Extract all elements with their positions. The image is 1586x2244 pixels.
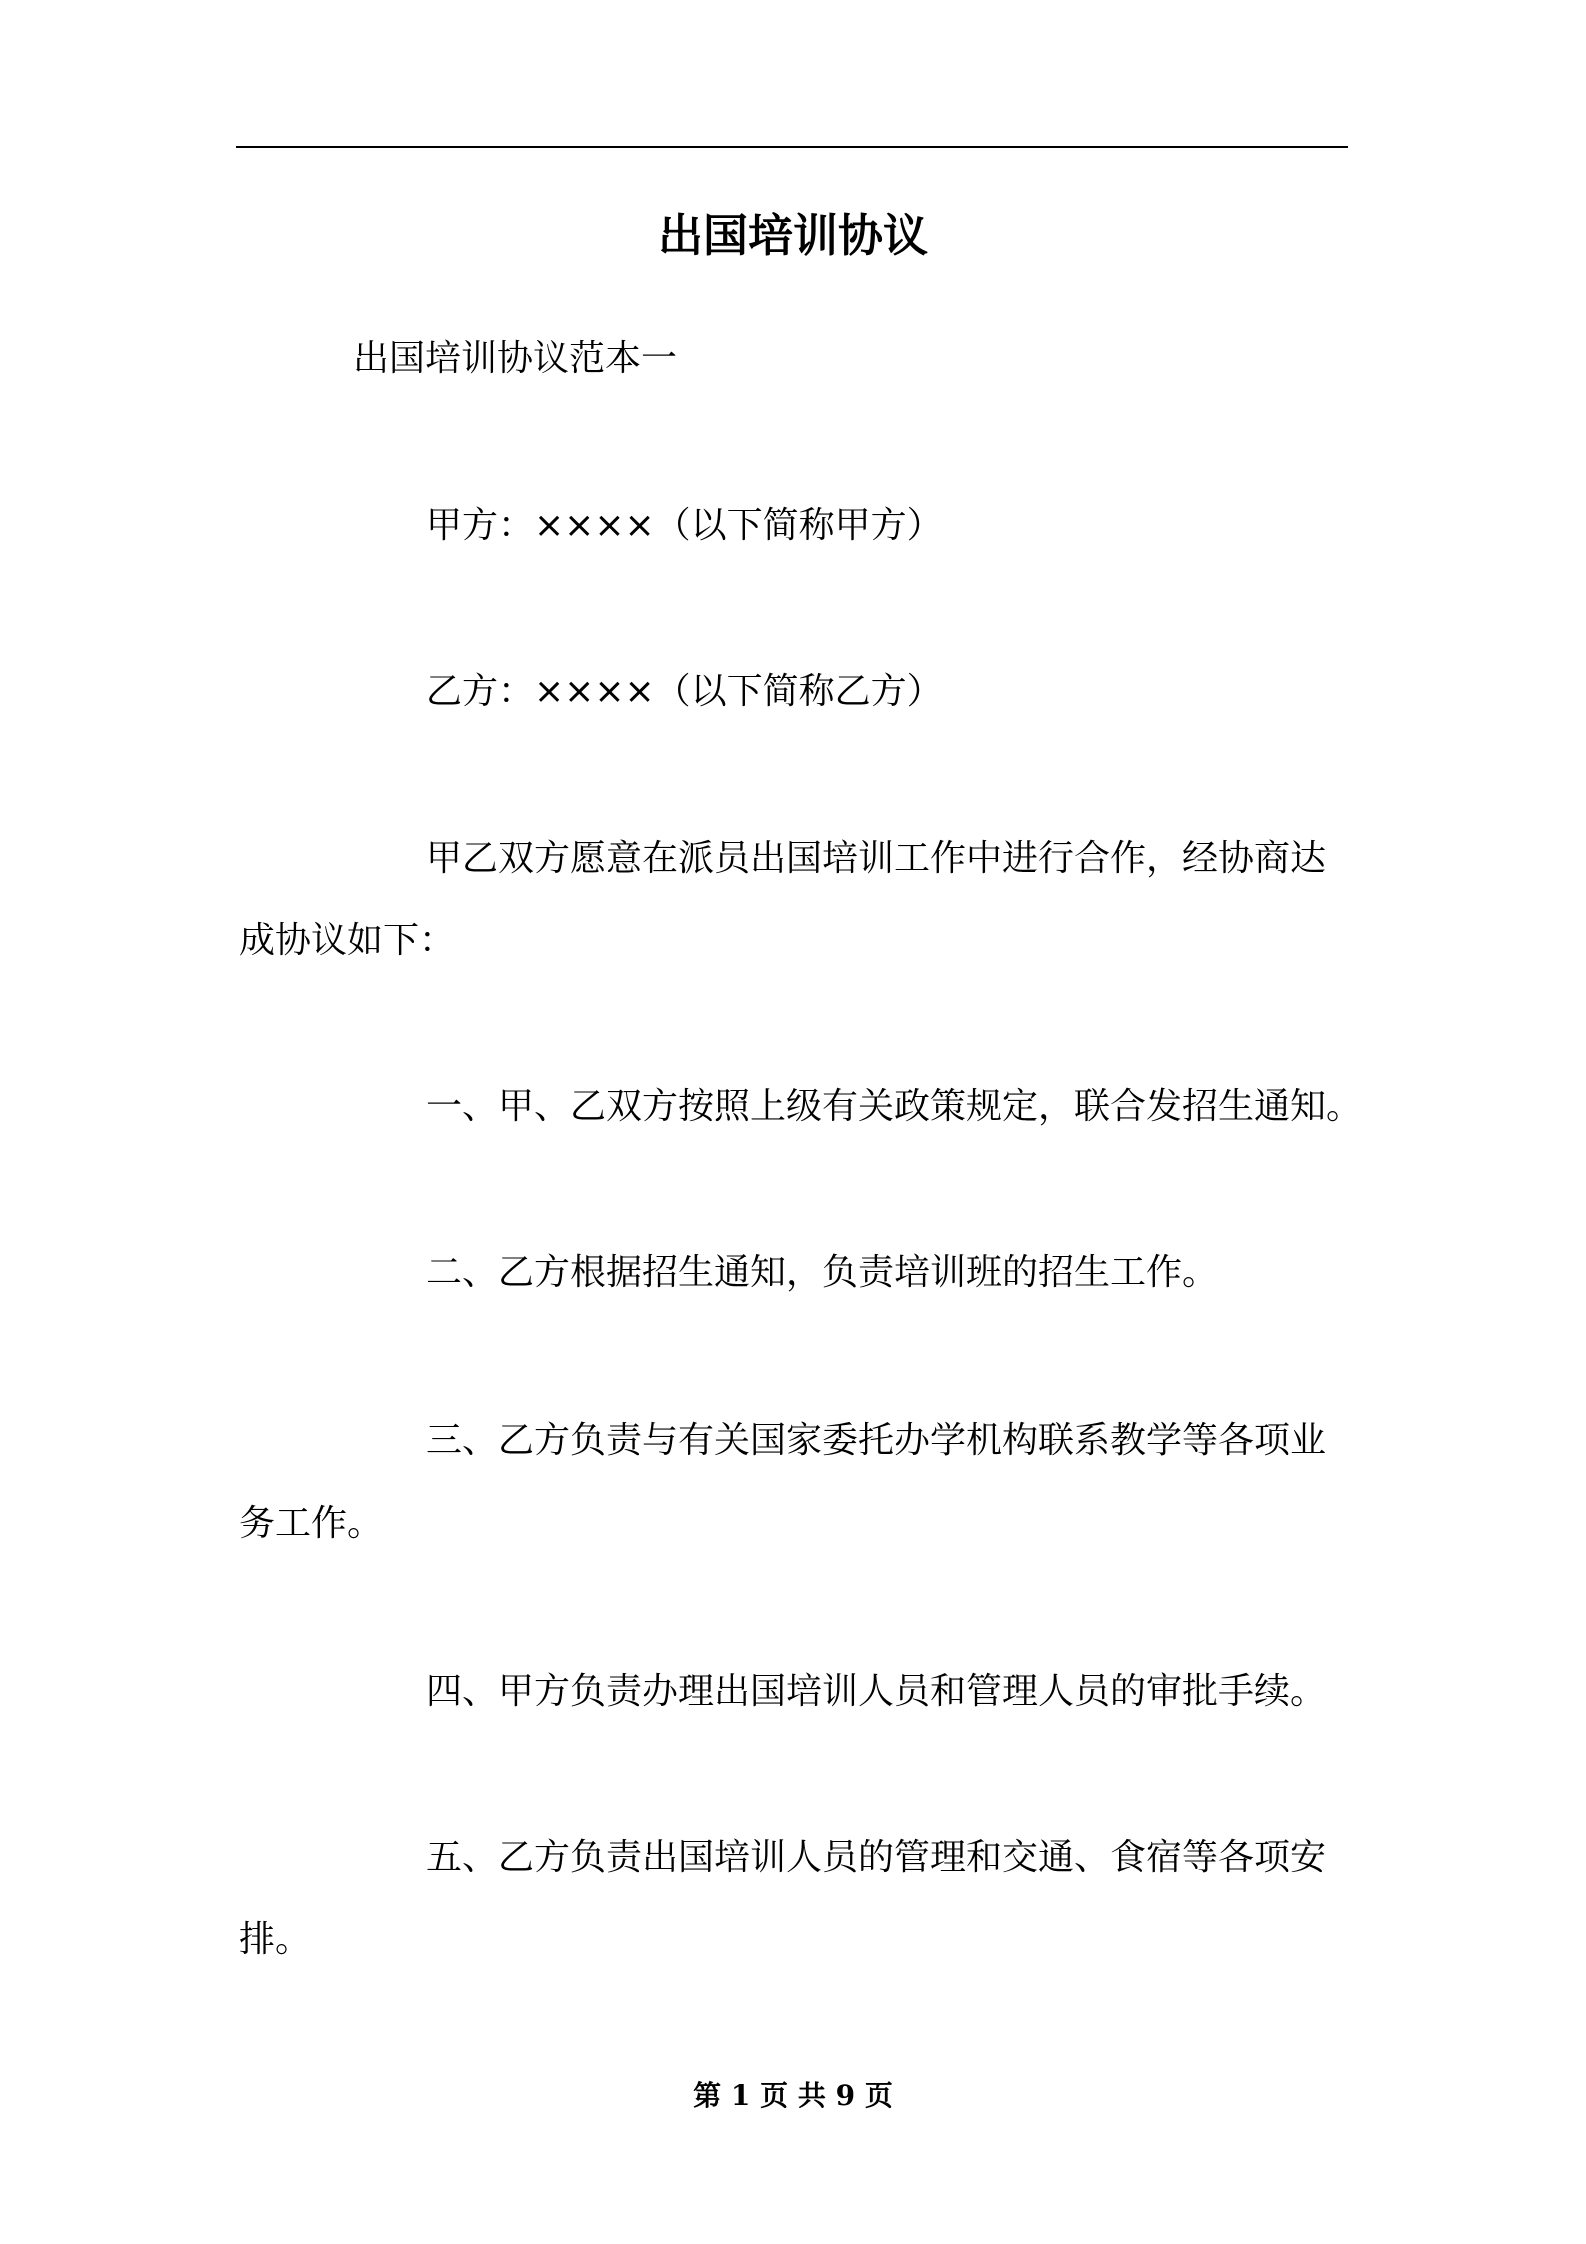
party-b: 乙方：××××（以下简称乙方）: [426, 671, 943, 712]
page-number-footer: 第 1 页 共 9 页: [693, 2079, 893, 2112]
paragraph-line: 成协议如下：: [239, 920, 456, 961]
paragraph-line: 二、乙方根据招生通知，负责培训班的招生工作。: [426, 1252, 1219, 1293]
document-subtitle: 出国培训协议范本一: [353, 338, 678, 379]
paragraph-line: 三、乙方负责与有关国家委托办学机构联系教学等各项业: [426, 1420, 1327, 1461]
paragraph-line: 五、乙方负责出国培训人员的管理和交通、食宿等各项安: [426, 1837, 1327, 1878]
document-title: 出国培训协议: [657, 209, 928, 262]
paragraph-line: 一、甲、乙双方按照上级有关政策规定，联合发招生通知。: [426, 1086, 1363, 1127]
party-a: 甲方：××××（以下简称甲方）: [426, 505, 943, 546]
header-rule: [236, 146, 1348, 148]
paragraph-line: 四、甲方负责办理出国培训人员和管理人员的审批手续。: [426, 1671, 1327, 1712]
paragraph-line: 甲乙双方愿意在派员出国培训工作中进行合作，经协商达: [426, 838, 1327, 879]
paragraph-line: 排。: [239, 1919, 312, 1960]
paragraph-line: 务工作。: [239, 1503, 384, 1544]
